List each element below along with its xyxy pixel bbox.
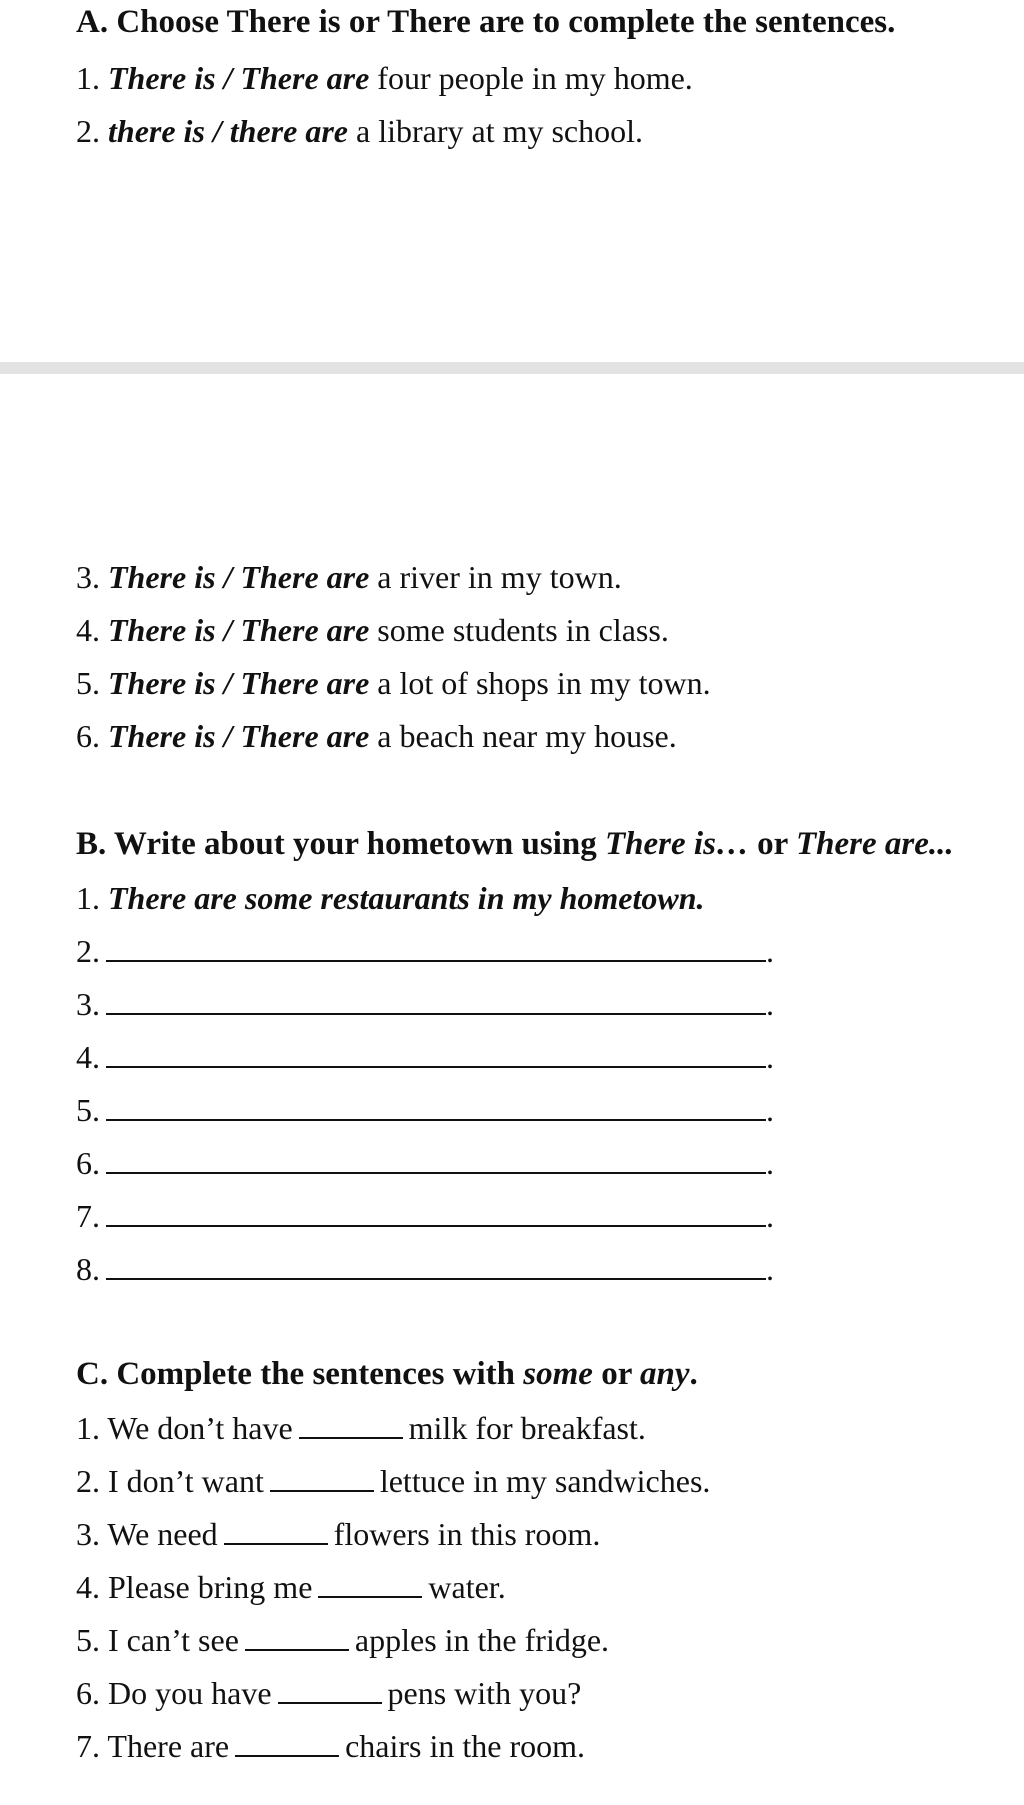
section-c-item	[76, 1622, 609, 1659]
writing-line	[76, 1039, 774, 1076]
item-choice: there is / there are	[108, 113, 348, 149]
sentence-end: water.	[428, 1569, 506, 1605]
item-number: 5.	[76, 1092, 100, 1128]
answer-blank[interactable]	[106, 1201, 766, 1227]
answer-blank[interactable]	[245, 1625, 349, 1651]
item-number: 3.	[76, 986, 100, 1022]
section-a-item	[76, 718, 677, 755]
item-rest: some students in class.	[369, 612, 669, 648]
answer-blank[interactable]	[278, 1678, 382, 1704]
item-number: 1.	[76, 880, 100, 916]
section-a-item	[76, 559, 622, 596]
heading-text: B. Write about your hometown using	[76, 826, 605, 862]
sentence-start: 4. Please bring me	[76, 1569, 313, 1605]
item-choice: There is / There are	[108, 60, 370, 96]
section-c-item	[76, 1569, 506, 1606]
item-choice: There is / There are	[108, 559, 370, 595]
item-rest: a lot of shops in my town.	[369, 665, 711, 701]
writing-line	[76, 1145, 774, 1182]
item-number: 4.	[76, 612, 100, 648]
item-number: 2.	[76, 113, 100, 149]
section-a-item	[76, 60, 693, 97]
section-a-item	[76, 612, 669, 649]
answer-blank[interactable]	[106, 1254, 766, 1280]
section-a-item	[76, 665, 711, 702]
writing-line	[76, 1198, 774, 1235]
item-number: 6.	[76, 718, 100, 754]
answer-blank[interactable]	[106, 1095, 766, 1121]
item-number: 4.	[76, 1039, 100, 1075]
section-a-item	[76, 113, 643, 150]
item-number: 1.	[76, 60, 100, 96]
sentence-end: chairs in the room.	[345, 1728, 586, 1764]
blank-end: .	[766, 1198, 774, 1234]
sentence-end: lettuce in my sandwiches.	[379, 1463, 711, 1499]
item-number: 3.	[76, 559, 100, 595]
answer-blank[interactable]	[106, 1042, 766, 1068]
answer-blank[interactable]	[235, 1731, 339, 1757]
page-divider	[0, 362, 1024, 374]
item-choice: There is / There are	[108, 612, 370, 648]
answer-blank[interactable]	[299, 1413, 403, 1439]
item-choice: There is / There are	[108, 718, 370, 754]
sentence-start: 2. I don’t want	[76, 1463, 264, 1499]
section-c-heading	[76, 1356, 698, 1393]
item-rest: a beach near my house.	[369, 718, 677, 754]
sentence-start: 3. We need	[76, 1516, 218, 1552]
sentence-end: flowers in this room.	[333, 1516, 601, 1552]
section-c-item	[76, 1675, 581, 1712]
section-b-example	[76, 880, 705, 917]
heading-some: some	[523, 1356, 593, 1392]
heading-any: any	[640, 1356, 690, 1392]
section-c-item	[76, 1463, 710, 1500]
answer-blank[interactable]	[106, 989, 766, 1015]
answer-blank[interactable]	[106, 936, 766, 962]
section-c-item	[76, 1516, 600, 1553]
section-a-heading: A. Choose There is or There are to complete the sentences.	[76, 4, 896, 40]
blank-end: .	[766, 1039, 774, 1075]
answer-blank[interactable]	[318, 1572, 422, 1598]
writing-line	[76, 1251, 774, 1288]
sentence-start: 6. Do you have	[76, 1675, 272, 1711]
item-number: 6.	[76, 1145, 100, 1181]
item-number: 7.	[76, 1198, 100, 1234]
item-rest: a library at my school.	[347, 113, 644, 149]
blank-end: .	[766, 1092, 774, 1128]
item-rest: a river in my town.	[369, 559, 622, 595]
heading-there-are: There are...	[795, 826, 954, 862]
sentence-end: apples in the fridge.	[354, 1622, 610, 1658]
answer-blank[interactable]	[224, 1519, 328, 1545]
writing-line	[76, 1092, 774, 1129]
blank-end: .	[766, 933, 774, 969]
answer-blank[interactable]	[106, 1148, 766, 1174]
sentence-end: milk for breakfast.	[408, 1410, 646, 1446]
item-rest: four people in my home.	[369, 60, 693, 96]
heading-or: or	[748, 826, 796, 862]
sentence-start: 5. I can’t see	[76, 1622, 239, 1658]
blank-end: .	[766, 986, 774, 1022]
heading-there-is: There is…	[605, 826, 749, 862]
blank-end: .	[766, 1251, 774, 1287]
writing-line	[76, 986, 774, 1023]
item-number: 8.	[76, 1251, 100, 1287]
section-c-item	[76, 1728, 585, 1765]
sentence-start: 7. There are	[76, 1728, 230, 1764]
heading-text: C. Complete the sentences with	[76, 1356, 524, 1392]
section-b-heading	[76, 826, 954, 863]
item-choice: There is / There are	[108, 665, 370, 701]
answer-blank[interactable]	[270, 1466, 374, 1492]
section-c-item	[76, 1410, 646, 1447]
writing-line	[76, 933, 774, 970]
sentence-end: pens with you?	[387, 1675, 582, 1711]
blank-end: .	[766, 1145, 774, 1181]
heading-end: .	[689, 1356, 698, 1392]
item-number: 2.	[76, 933, 100, 969]
example-sentence: There are some restaurants in my hometown.	[108, 880, 705, 916]
item-number: 5.	[76, 665, 100, 701]
heading-or: or	[592, 1356, 640, 1392]
sentence-start: 1. We don’t have	[76, 1410, 293, 1446]
